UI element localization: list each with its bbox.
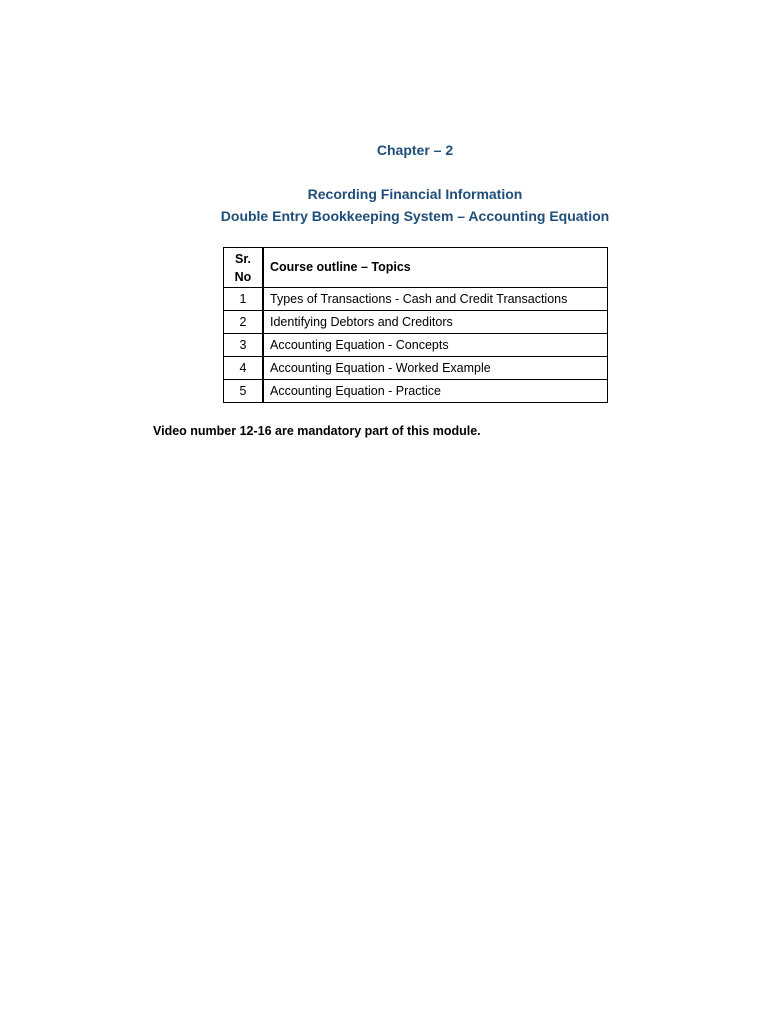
sr-no-header bbox=[224, 248, 264, 288]
row-number: 5 bbox=[224, 380, 264, 403]
chapter-title: Chapter – 2 bbox=[376, 142, 454, 158]
row-topic: Types of Transactions - Cash and Credit Transactions bbox=[263, 288, 608, 311]
row-number: 3 bbox=[224, 334, 264, 357]
row-number: 4 bbox=[224, 357, 264, 380]
topic-header: Course outline – Topics bbox=[263, 248, 608, 288]
table-row bbox=[224, 288, 608, 311]
sr-no-header-line2: No bbox=[234, 269, 252, 284]
row-topic: Identifying Debtors and Creditors bbox=[263, 311, 608, 334]
row-number: 1 bbox=[224, 288, 264, 311]
mandatory-videos-note: Video number 12-16 are mandatory part of this module. bbox=[153, 424, 481, 438]
table-row bbox=[224, 311, 608, 334]
table-row bbox=[224, 380, 608, 403]
course-outline-table bbox=[223, 247, 608, 403]
sr-no-header-line1: Sr. bbox=[235, 251, 251, 266]
table-row bbox=[224, 334, 608, 357]
row-topic: Accounting Equation - Worked Example bbox=[263, 357, 608, 380]
section-heading-double-entry: Double Entry Bookkeeping System – Accounting Equation bbox=[220, 208, 610, 224]
table-header-row bbox=[224, 248, 608, 288]
row-topic: Accounting Equation - Practice bbox=[263, 380, 608, 403]
row-number: 2 bbox=[224, 311, 264, 334]
section-heading-recording: Recording Financial Information bbox=[307, 186, 523, 202]
row-topic: Accounting Equation - Concepts bbox=[263, 334, 608, 357]
table-row bbox=[224, 357, 608, 380]
